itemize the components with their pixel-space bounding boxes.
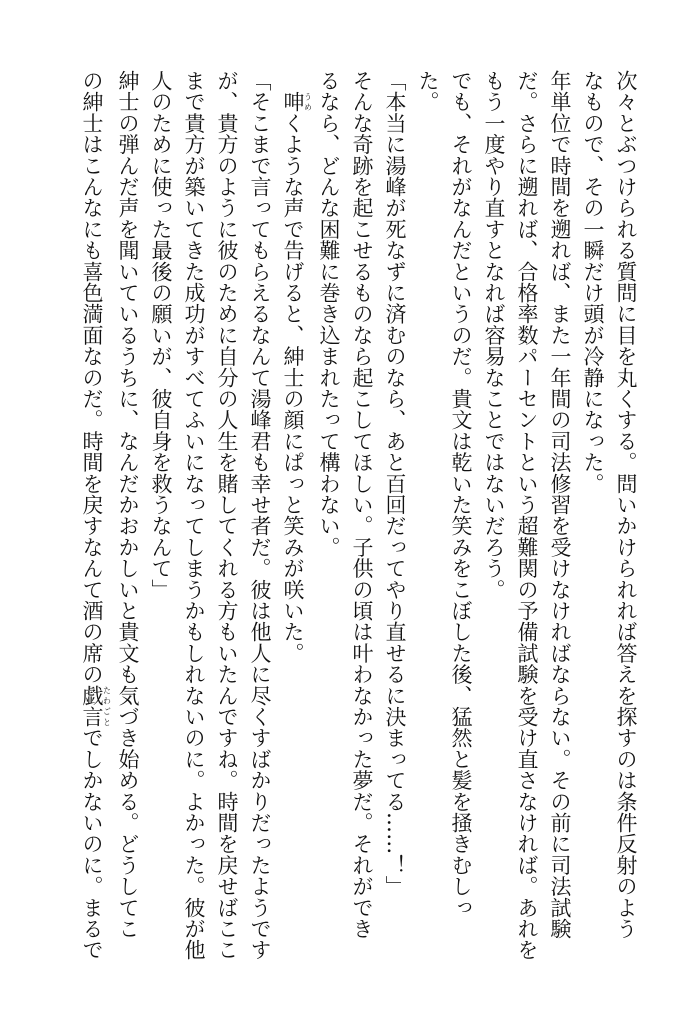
text-line-13: が、貴方のように彼のために自分の人生を賭してくれる方もいたんですね。時間を戻せばここ	[215, 70, 239, 961]
vertical-text-body	[75, 70, 642, 961]
ruby-zaregoto	[80, 684, 112, 728]
ruby-zaregoto-reading: たわごと	[102, 684, 112, 728]
text-line-11	[276, 70, 312, 952]
text-line-1: 次々とぶつけられる質問に目を丸くする。問いかけられれば答えを探すのは条件反射のよう	[614, 70, 638, 940]
text-line-17-start: の紳士はこんなにも喜色満面なのだ。時間を戻すなんて酒の席の	[80, 70, 104, 685]
text-line-9: そんな奇跡を起こせるものなら起こしてほしい。子供の頃は叶わなかった夢だ。それができ	[350, 70, 374, 940]
text-line-16: 紳士の弾んだ声を聞いているうちに、なんだかおかしいと貴文も気づき始める。どうしてこ	[116, 70, 140, 940]
ruby-zaregoto-base: 戯言	[80, 684, 104, 728]
ruby-umeku-base: 呻	[281, 91, 305, 113]
text-line-7: た。	[416, 70, 440, 113]
text-line-3: 年単位で時間を遡れば、また一年間の司法修習を受けなければならない。その前に司法試験	[548, 70, 572, 940]
text-line-4: だ。さらに遡れば、合格率数パーセントという超難関の予備試験を受け直さなければ。あれを	[515, 70, 539, 961]
text-line-2: なもので、その一瞬だけ頭が冷静になった。	[581, 70, 605, 494]
text-line-14: まで貴方が築いてきた成功がすべてふいになってしまうかもしれないのに。よかった。彼が他	[182, 70, 206, 961]
text-line-6: でも、それがなんだというのだ。貴文は乾いた笑みをこぼした後、猛然と髪を掻きむしっ	[449, 70, 473, 918]
text-line-5: もう一度やり直すとなれば容易なことではないだろう。	[482, 70, 506, 600]
text-line-15: 人のために使った最後の願いが、彼自身を救うなんて」	[149, 70, 173, 600]
ruby-umeku	[281, 91, 313, 113]
text-line-12: 「そこまで言ってもらえるなんて湯峰君も幸せ者だ。彼は他人に尽くすばかりだったようです	[248, 70, 272, 961]
text-line-8: 「本当に湯峰が死なずに済むのなら、あと百回だってやり直せるに決まってる……！」	[383, 70, 407, 897]
ruby-umeku-reading: うめ	[303, 91, 313, 113]
text-line-11-rest: くような声で告げると、紳士の顔にぱっと笑みが咲いた。	[281, 112, 305, 664]
text-line-17	[75, 70, 112, 961]
text-line-17-rest: でしかないのに。まるで	[80, 727, 104, 961]
text-line-10: るなら、どんな困難に巻き込まれたって構わない。	[317, 70, 341, 558]
